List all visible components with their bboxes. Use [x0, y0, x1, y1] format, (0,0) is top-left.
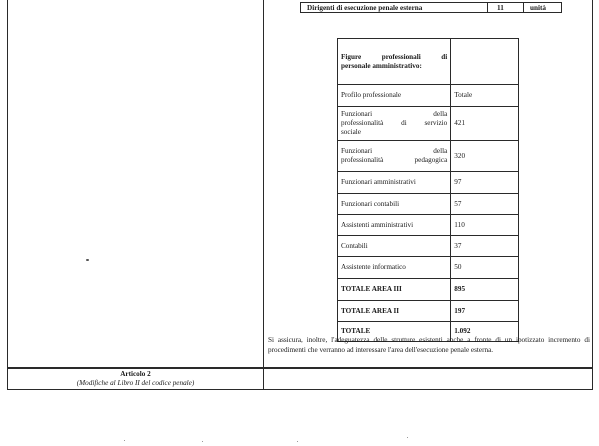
scan-speck: [124, 440, 125, 441]
column-header-row: [338, 85, 519, 107]
article-title: Articolo 2: [120, 370, 151, 378]
col-profile-header: Profilo professionale: [338, 85, 451, 107]
total-value: 1.092: [451, 322, 519, 342]
total-cell: 37: [451, 236, 519, 257]
total-label: TOTALE: [338, 322, 451, 342]
heading-line: Figure professionali di: [341, 52, 448, 61]
scan-speck: [407, 437, 408, 438]
column-divider: [263, 368, 264, 390]
profile-line: sociale: [341, 128, 361, 136]
professional-figures-table: [337, 38, 519, 342]
profile-cell: [338, 141, 451, 172]
profile-cell: [338, 107, 451, 141]
total-row: [338, 301, 519, 322]
total-cell: 97: [451, 172, 519, 194]
profile-line: Funzionari della: [341, 147, 448, 155]
table-heading: [338, 39, 451, 85]
cell-divider: [523, 3, 524, 12]
executives-unit: unità: [530, 4, 546, 12]
scan-speck: [297, 441, 298, 442]
col-total-header: Totale: [451, 85, 519, 107]
scan-mark: [86, 259, 89, 261]
table-row: [338, 172, 519, 194]
article-heading: [8, 370, 263, 389]
heading-line: personale amministrativo:: [341, 61, 422, 70]
adequacy-note: Si assicura, inoltre, l'adeguatezza delle strutture esistenti anche a fronte di un ipotizzato incremento di procedimenti che verranno ad interessare l'area dell'esecuzione penale esterna.: [268, 336, 590, 354]
table-heading-row: [338, 39, 519, 85]
heading-empty-cell: [451, 39, 519, 85]
total-cell: 421: [451, 107, 519, 141]
column-divider: [263, 0, 264, 368]
total-cell: 320: [451, 141, 519, 172]
total-cell: 110: [451, 215, 519, 236]
profile-line: Funzionari della: [341, 110, 448, 118]
profile-cell: Funzionari amministrativi: [338, 172, 451, 194]
total-value: 895: [451, 279, 519, 301]
table-row: [338, 107, 519, 141]
table-row: [338, 215, 519, 236]
profile-line: professionalità pedagogica: [341, 156, 448, 164]
total-label: TOTALE AREA II: [338, 301, 451, 322]
total-row: [338, 279, 519, 301]
table-row: [338, 194, 519, 215]
scan-speck: [202, 441, 203, 442]
table-row: [338, 141, 519, 172]
profile-line: professionalità di servizio: [341, 119, 448, 127]
cell-divider: [487, 3, 488, 12]
table-row: [338, 257, 519, 279]
profile-cell: Assistenti amministrativi: [338, 215, 451, 236]
total-cell: 50: [451, 257, 519, 279]
executives-label: Dirigenti di esecuzione penale esterna: [307, 4, 423, 12]
profile-cell: Assistente informatico: [338, 257, 451, 279]
total-cell: 57: [451, 194, 519, 215]
table-row: [338, 236, 519, 257]
article-subtitle: (Modifiche al Libro II del codice penale): [76, 379, 195, 388]
executives-row: [300, 2, 562, 13]
total-value: 197: [451, 301, 519, 322]
executives-count: 11: [497, 4, 504, 12]
profile-cell: Contabili: [338, 236, 451, 257]
total-label: TOTALE AREA III: [338, 279, 451, 301]
profile-cell: Funzionari contabili: [338, 194, 451, 215]
